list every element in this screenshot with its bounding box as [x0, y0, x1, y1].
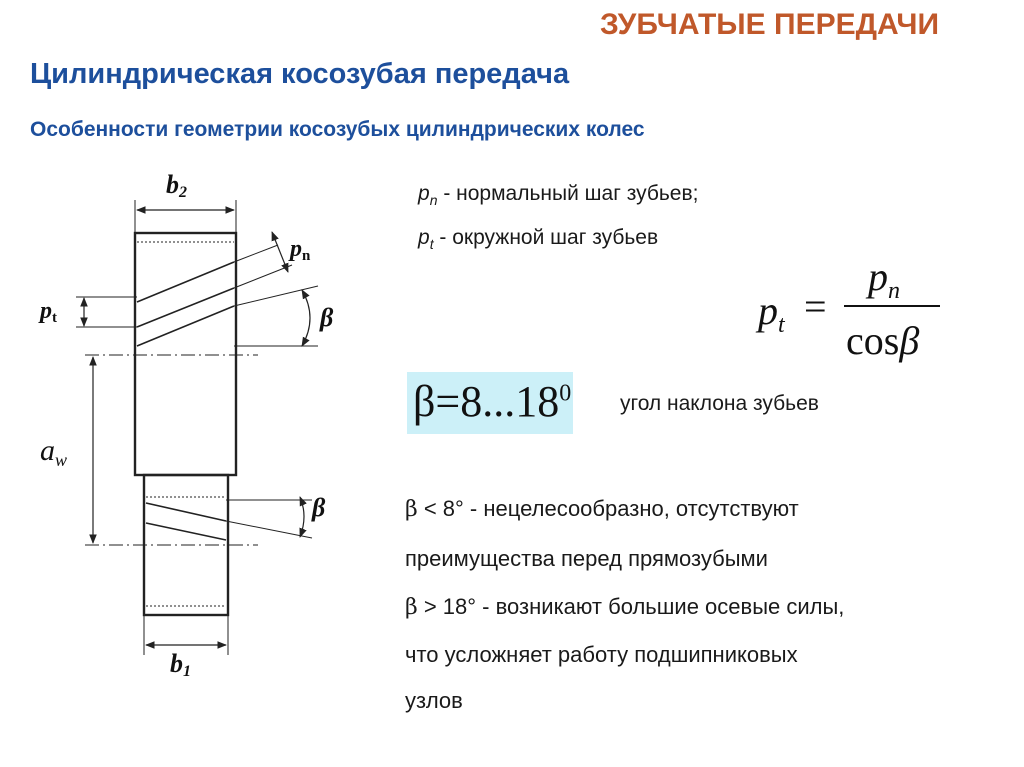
label-aw: $a_w$	[40, 434, 68, 470]
pt-definition: $p_t$ - окружной шаг зубьев	[418, 226, 659, 253]
lower-tooth-line	[146, 523, 226, 540]
pn-definition: $p_n$ - нормальный шаг зубьев;	[418, 182, 699, 209]
header-title: ЗУБЧАТЫЕ ПЕРЕДАЧИ	[600, 8, 940, 41]
note-line-5: узлов	[405, 688, 463, 713]
upper-gear-outline	[135, 233, 236, 475]
svg-text:cosβ: cosβ	[846, 318, 920, 363]
svg-text:pt: $p_t$	[758, 288, 785, 338]
lower-tooth-line	[146, 503, 226, 521]
label-beta-upper: β	[320, 303, 334, 332]
note-line-1: β < 8° - нецелесообразно, отсутствуют	[405, 496, 799, 522]
slide-subtitle: Особенности геометрии косозубых цилиндрических колес	[30, 118, 645, 141]
label-b1: b1	[170, 649, 191, 680]
upper-tooth-line	[137, 288, 234, 327]
note-line-4: что усложняет работу подшипниковых	[405, 642, 798, 667]
pitch-formula	[740, 258, 960, 368]
svg-text:=: =	[804, 284, 827, 329]
upper-tooth-line	[137, 262, 234, 302]
label-pt: pt	[40, 298, 57, 326]
beta-range-caption: угол наклона зубьев	[620, 392, 819, 415]
note-line-3: β > 18° - возникают большие осевые силы,	[405, 594, 845, 620]
upper-tooth-line	[137, 306, 234, 346]
note-line-2: преимущества перед прямозубыми	[405, 546, 768, 571]
svg-text:pn: $p_n$	[868, 258, 900, 304]
gear-diagram	[0, 0, 400, 767]
slide-title: Цилиндрическая косозубая передача	[30, 58, 570, 90]
label-pn: pn	[290, 236, 311, 264]
label-beta-lower: β	[312, 493, 326, 522]
beta-range: $\beta=8...18^0$	[413, 377, 572, 426]
label-b2: b2	[166, 170, 187, 201]
